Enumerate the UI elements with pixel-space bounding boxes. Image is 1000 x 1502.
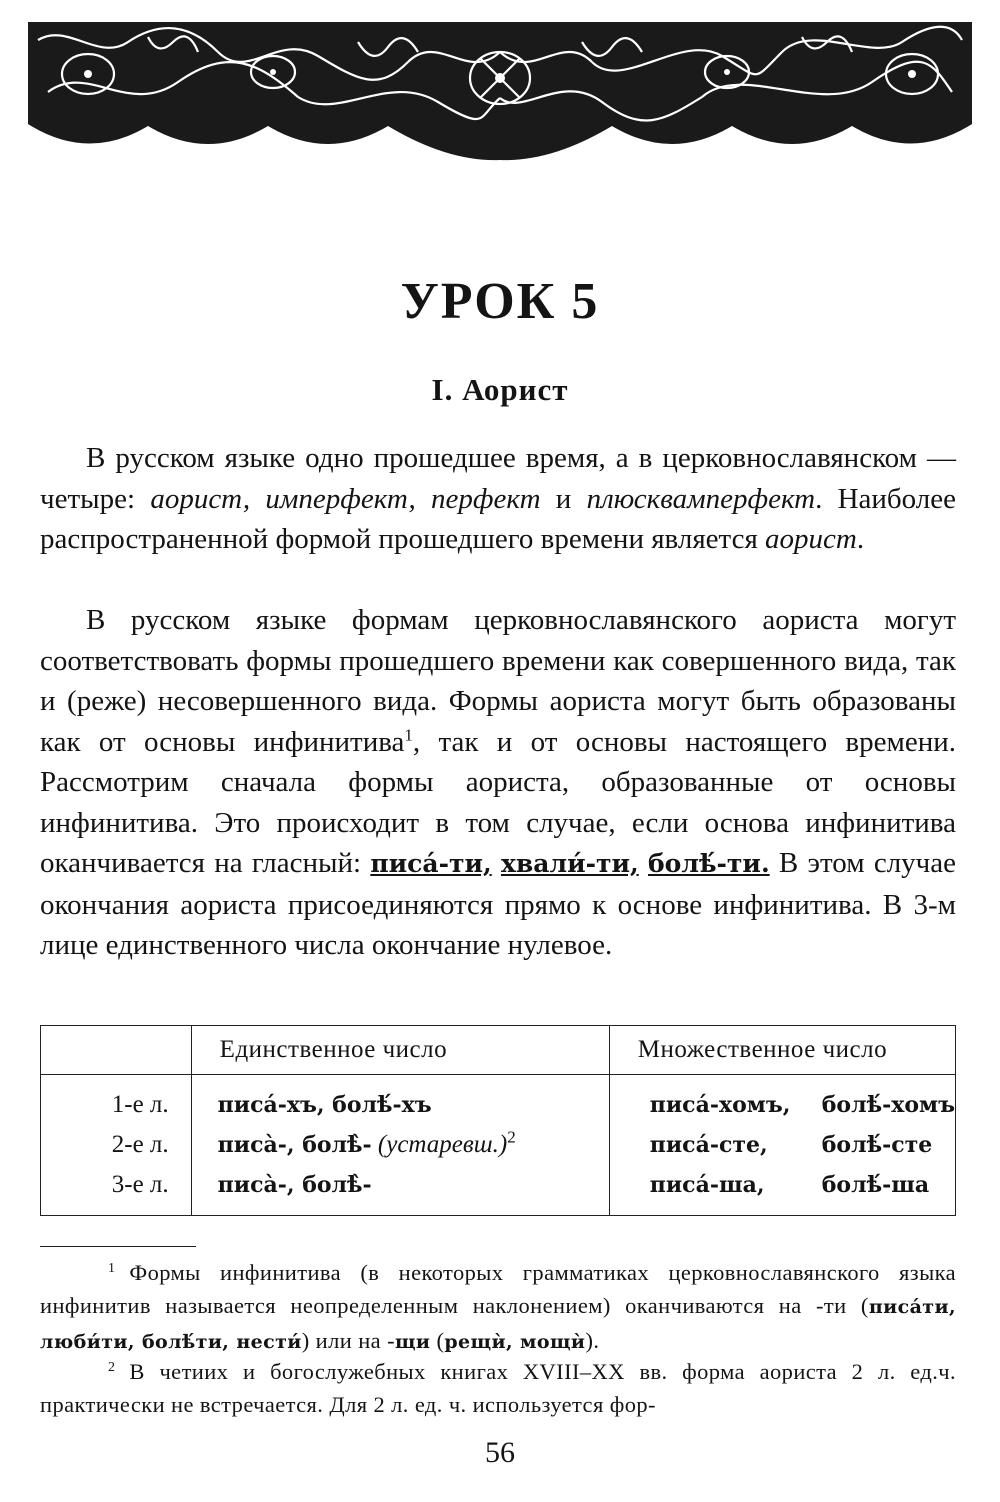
table-header-row <box>41 1026 956 1075</box>
persons-cell <box>41 1075 192 1216</box>
singular-row-1: писа́-хъ, болѣ́-хъ <box>217 1092 432 1118</box>
header-plural: Множественное число <box>609 1026 955 1075</box>
p1-text-3: . Наиболее распространенной формой прошедшего времени является <box>40 482 957 555</box>
p1-italic-3: аорист <box>765 523 857 555</box>
footnote-2-mark: 2 <box>108 1359 116 1375</box>
section-title: I. Аорист <box>431 372 569 407</box>
p1-italic-2: плюсквамперфект <box>586 482 816 515</box>
footnote-2 <box>40 1355 956 1421</box>
footnote-1-text-4: ). <box>585 1328 600 1353</box>
p2-text-2: , так и от основы настоящего времени. Рассмотрим сначала формы аориста, образованные от основы инфинитива. Это происходит в том случае, если основа инфинитива оканчивается на гласный: <box>40 725 956 879</box>
header-blank <box>41 1026 192 1075</box>
p2-text-1: В русском языке формам церковнославянского аориста могут соответствовать формы прошедшего времени как совершенного вида, так и (реже) несовершенного вида. Формы аориста могут быть образованы как от основы инфинитива <box>40 604 956 758</box>
plural-row-2 <box>650 1125 955 1165</box>
footnote-1-cs-2: щи <box>394 1331 431 1353</box>
cs-example-2: хвали́-ти, <box>500 849 639 878</box>
footnote-1 <box>40 1256 956 1359</box>
ornament-headpiece <box>28 22 972 162</box>
footnote-1-mark: 1 <box>108 1260 116 1276</box>
singular-row-2-note: (устаревш.) <box>371 1131 508 1158</box>
footnote-1-text-2: ) или на - <box>301 1328 395 1353</box>
person-2: 2-е л. <box>111 1131 169 1158</box>
footnote-divider <box>40 1246 196 1247</box>
plural-row-3 <box>650 1165 955 1205</box>
plural-row-3-a: писа́-ша, <box>649 1172 765 1198</box>
footnote-1-text-1: Формы инфинитива (в некоторых грамматиках церковнославянского языка инфинитив называется неопределенным наклонением) оканчиваются на -ти ( <box>40 1260 956 1318</box>
p1-text-4: . <box>856 523 865 555</box>
footnote-ref-2: 2 <box>507 1127 516 1147</box>
paragraph-2 <box>40 600 956 966</box>
plural-row-3-b: болѣ́-ша <box>821 1172 930 1198</box>
footnote-1-cs-1: писа́ти, люби́ти, болѣ́ти, нести́ <box>40 1296 956 1353</box>
page-number: 56 <box>485 1436 515 1469</box>
p2-text-3: В этом случае окончания аориста присоединяются прямо к основе инфинитива. В 3-м лице единственного числа окончание нулевое. <box>40 847 957 961</box>
plural-row-2-a: писа́-сте, <box>649 1132 768 1158</box>
plural-row-1-a: писа́-хомъ, <box>649 1092 791 1118</box>
aorist-conjugation-table <box>40 1025 956 1216</box>
footnote-2-text: В четиих и богослужебных книгах XVIII–XX вв. форма аориста 2 л. ед.ч. практически не встречается. Для 2 л. ед. ч. используется фор- <box>40 1359 956 1417</box>
singular-cell <box>191 1075 609 1216</box>
p1-italic-1: аорист, имперфект, перфект <box>150 482 541 515</box>
table-body-row <box>41 1075 956 1216</box>
paragraph-1 <box>40 438 956 560</box>
person-3: 3-е л. <box>111 1171 169 1198</box>
cs-example-1: писа́-ти, <box>370 849 492 878</box>
p1-text-1: В русском языке одно прошедшее время, а в церковнославянском — четыре: <box>40 442 956 515</box>
plural-cell <box>609 1075 955 1216</box>
header-singular: Единственное число <box>191 1026 609 1075</box>
plural-row-1 <box>650 1085 955 1125</box>
plural-row-1-b: болѣ́-хомъ <box>821 1092 955 1118</box>
p1-text-2: и <box>540 482 587 515</box>
singular-row-2-form: писа̀-, болѣ̀- <box>217 1132 372 1158</box>
lesson-title: УРОК 5 <box>400 273 600 330</box>
singular-row-2 <box>218 1125 609 1165</box>
footnote-ref-1: 1 <box>404 724 413 744</box>
plural-row-2-b: болѣ́-сте <box>821 1132 933 1158</box>
footnote-1-cs-3: рещѝ, мощѝ <box>444 1331 586 1353</box>
singular-row-3: писа̀-, болѣ̀- <box>217 1172 372 1198</box>
cs-example-3: болѣ́-ти. <box>648 849 770 878</box>
footnote-1-text-3: ( <box>430 1328 445 1353</box>
person-1: 1-е л. <box>111 1091 169 1118</box>
